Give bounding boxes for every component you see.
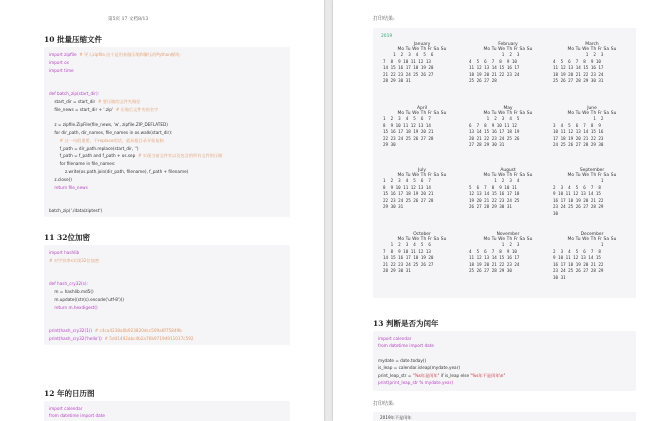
section-11-title: 11 32位加密	[44, 233, 90, 242]
code-token: print(hash_cry32('hello'))	[49, 335, 105, 341]
week-row: 15 16 17 18 19 20 21	[383, 129, 434, 135]
month-name: July	[418, 168, 426, 173]
code-line	[49, 68, 74, 73]
calendar-year: 2019	[381, 34, 393, 39]
code-line	[49, 281, 88, 286]
week-row: 8 9 10 11 12 13 14	[383, 122, 431, 128]
code-line	[378, 358, 426, 363]
week-row: 1 2 3 4 5 6	[383, 52, 434, 57]
week-row: 15 16 17 18 19 20 21	[383, 191, 434, 197]
section-12-title: 12 年的日历图	[44, 389, 95, 398]
code-token: # 导入zipfile,这个是用来做压缩和解压的Python模块;	[79, 52, 181, 57]
week-row: 14 15 16 17 18 19 20	[383, 255, 434, 261]
week-row: 1 2	[553, 116, 604, 121]
calendar-month-july	[383, 168, 461, 211]
week-row: 13 14 15 16 17 18 19	[469, 129, 520, 135]
week-row: 4 5 6 7 8 9 10	[553, 58, 601, 64]
calendar-month-october	[383, 232, 461, 275]
code-line	[49, 185, 88, 190]
week-row: 17 18 19 20 21 22 23	[553, 135, 604, 141]
code-token: import os	[49, 59, 69, 65]
week-row: 29 30 31	[383, 204, 404, 210]
weekday-header: Mo Tu We Th Fr Sa Su	[567, 237, 617, 242]
weekday-header: Mo Tu We Th Fr Sa Su	[397, 173, 447, 178]
week-row: 1	[553, 178, 604, 183]
week-row: 22 23 24 25 26 27 28	[383, 135, 434, 141]
code-token: for filename in file_names:	[49, 161, 116, 167]
weekday-header: Mo Tu We Th Fr Sa Su	[397, 237, 447, 242]
week-row: 1 2 3	[469, 52, 520, 57]
code-line	[49, 161, 115, 166]
week-row: 1 2 3 4 5 6 7	[383, 116, 431, 121]
code-token: start_dir = start_dir	[49, 98, 98, 104]
code-token: z.write(os.path.join(dir_path, filename), f_path + filename)	[49, 169, 189, 174]
code-token: # 这一句很重要，不replace的话，就从根目录开始复制	[59, 137, 164, 143]
code-token: m = hashlib.md5()	[49, 289, 94, 294]
code-token: "%s年是闰年"	[412, 372, 440, 378]
week-row: 3 4 5 6 7 8 9	[553, 122, 601, 128]
week-row: 25 26 27 28 29 30 31	[553, 78, 604, 84]
weekday-header: Mo Tu We Th Fr Sa Su	[567, 111, 617, 116]
code-token: for dir_path, dir_names, file_names in os.walk(start_dir):	[49, 130, 173, 135]
month-name: May	[503, 106, 513, 111]
week-row: 25 26 27 28 29 30	[469, 268, 512, 274]
right-document-page	[333, 0, 660, 421]
week-row: 1 2 3 4 5	[469, 116, 520, 121]
code-token: file_news = start_dir + '.zip'	[49, 106, 116, 112]
week-row: 7 8 9 10 11 12 13	[383, 248, 431, 254]
code-token: import zipfile	[49, 52, 80, 57]
month-name: February	[498, 42, 518, 47]
week-row: 26 27 28 29 30 31	[469, 204, 512, 210]
code-line	[49, 91, 99, 96]
week-row: 11 12 13 14 15 16 17	[553, 65, 604, 71]
week-row: 23 24 25 26 27 28 29	[553, 204, 604, 210]
code-token: return m.hexdigest()	[49, 304, 98, 310]
code-token: z.close()	[49, 176, 72, 182]
code-token: import hashlib	[49, 250, 80, 255]
week-row: 18 19 20 21 22 23 24	[469, 261, 520, 267]
calendar-output-box	[373, 28, 636, 298]
code-line	[49, 297, 124, 302]
code-token: print(hash_cry32(1))	[49, 328, 95, 333]
week-row: 20 21 22 23 24 25 26	[469, 135, 520, 141]
code-line	[49, 153, 222, 158]
code-line	[49, 60, 69, 65]
code-block-leap-year	[373, 331, 636, 391]
week-row: 1 2 3	[469, 242, 520, 247]
code-line	[49, 289, 94, 294]
week-row: 4 5 6 7 8 9 10	[469, 58, 517, 64]
code-token: is_leap = calendar.isleap(mydate.year)	[378, 365, 460, 371]
code-line	[49, 107, 158, 112]
week-row: 2 3 4 5 6 7 8	[553, 184, 601, 190]
code-line	[378, 343, 434, 348]
code-token: # c4ca4238a0b923820dcc509a6f75849b	[94, 328, 182, 333]
weekday-header: Mo Tu We Th Fr Sa Su	[397, 111, 447, 116]
month-name: April	[416, 106, 428, 111]
week-row: 22 23 24 25 26 27 28	[383, 197, 434, 203]
week-row: 9 10 11 12 13 14 15	[553, 255, 601, 261]
week-row: 18 19 20 21 22 23 24	[469, 71, 520, 77]
calendar-month-november	[469, 232, 547, 275]
code-token: f_path = f_path and f_path + os.sep	[49, 153, 138, 159]
code-line	[49, 413, 105, 418]
section-10-title: 10 批量压缩文件	[44, 35, 103, 44]
week-row: 10 11 12 13 14 15 16	[553, 129, 604, 135]
calendar-month-august	[469, 168, 547, 211]
code-line	[49, 146, 139, 151]
code-token: # 要压缩的文件夹路径	[97, 98, 141, 104]
week-row: 14 15 16 17 18 19 20	[383, 65, 434, 71]
code-token: batch_zip('./data/ziptest')	[49, 208, 103, 213]
code-line	[378, 380, 453, 385]
code-line	[49, 258, 99, 263]
code-line	[49, 406, 82, 411]
week-row: 25 26 27 28	[469, 78, 497, 84]
calendar-month-april	[383, 106, 461, 149]
code-token: z = zipfile.ZipFile(file_news, 'w', zipfile.ZIP_DEFLATED)	[49, 122, 168, 128]
code-token: import calendar	[49, 406, 83, 411]
code-token: from datetime import date	[49, 413, 105, 418]
section-13-title: 13 判断是否为闰年	[373, 319, 439, 328]
code-line	[378, 365, 460, 370]
week-row: 28 29 30 31	[383, 268, 411, 274]
code-block-calendar	[44, 401, 290, 421]
code-line	[378, 336, 411, 341]
month-name: August	[500, 168, 516, 173]
week-row: 7 8 9 10 11 12 13	[383, 58, 431, 64]
week-row: 11 12 13 14 15 16 17	[469, 65, 520, 71]
week-row: 5 6 7 8 9 10 11	[469, 184, 517, 190]
month-name: November	[496, 232, 520, 237]
code-line	[49, 99, 140, 104]
code-token: def batch_zip(start_dir):	[49, 91, 100, 96]
weekday-header: Mo Tu We Th Fr Sa Su	[483, 47, 533, 52]
week-row: 2 3 4 5 6 7 8	[553, 248, 601, 254]
code-line	[49, 177, 72, 182]
month-name: September	[579, 168, 605, 173]
code-token: import calendar	[378, 336, 412, 341]
code-token	[49, 138, 60, 143]
code-line	[49, 208, 102, 213]
code-token: # 对字符串s实现32位加密	[49, 257, 100, 263]
week-row: 1 2 3	[553, 52, 604, 57]
code-line	[49, 250, 79, 255]
code-block-hash	[44, 245, 290, 345]
code-token: return file_news	[49, 184, 88, 190]
week-row: 30	[553, 210, 559, 216]
month-name: March	[585, 42, 599, 47]
print-result-label: 打印结果:	[373, 16, 395, 22]
week-row: 1 2 3 4	[469, 178, 520, 183]
month-name: June	[587, 106, 597, 111]
code-line	[49, 130, 172, 135]
calendar-month-september	[553, 168, 631, 218]
code-token: print(print_leap_str % mydate.year)	[378, 379, 453, 385]
result-label: 打印结果:	[373, 401, 395, 407]
week-row: 21 22 23 24 25 26 27	[383, 71, 434, 77]
month-name: December	[580, 232, 604, 237]
weekday-header: Mo Tu We Th Fr Sa Su	[397, 47, 447, 52]
week-row: 21 22 23 24 25 26 27	[383, 261, 434, 267]
weekday-header: Mo Tu We Th Fr Sa Su	[483, 111, 533, 116]
calendar-month-february	[469, 42, 547, 85]
weekday-header: Mo Tu We Th Fr Sa Su	[483, 173, 533, 178]
month-name: October	[413, 232, 431, 237]
code-line	[49, 52, 181, 57]
weekday-header: Mo Tu We Th Fr Sa Su	[483, 237, 533, 242]
calendar-month-december	[553, 232, 631, 282]
result-output-box	[373, 412, 636, 421]
code-line	[49, 122, 168, 127]
calendar-month-january	[383, 42, 461, 85]
code-token: # 实现当前文件夹以及包含的所有文件的压缩	[137, 153, 223, 159]
week-row: 6 7 8 9 10 11 12	[469, 122, 517, 128]
week-row: 18 19 20 21 22 23 24	[553, 71, 604, 77]
week-row: 16 17 18 19 20 21 22	[553, 197, 604, 203]
week-row: 11 12 13 14 15 16 17	[469, 255, 520, 261]
code-token: import time	[49, 67, 74, 73]
code-token: f_path = dir_path.replace(start_dir, '')	[49, 145, 139, 151]
week-row: 19 20 21 22 23 24 25	[469, 197, 520, 203]
code-token: mydate = date.today()	[378, 357, 427, 363]
weekday-header: Mo Tu We Th Fr Sa Su	[567, 47, 617, 52]
week-row: 29 30	[383, 142, 396, 148]
week-row: 8 9 10 11 12 13 14	[383, 184, 431, 190]
code-token: # 压缩后文件夹的名字	[115, 106, 159, 112]
week-row: 23 24 25 26 27 28 29	[553, 268, 604, 274]
code-token: from datetime import date	[378, 343, 434, 349]
code-token: # 5d41402abc4b2a76b9719d911017c592	[104, 335, 194, 341]
code-token: m.update((str(s).encode('utf-8')))	[49, 296, 124, 302]
code-block-batch-zip	[44, 47, 290, 217]
code-line	[49, 305, 98, 310]
calendar-month-march	[553, 42, 631, 85]
week-row: 12 13 14 15 16 17 18	[469, 191, 520, 197]
week-row: 27 28 29 30 31	[469, 142, 505, 148]
calendar-month-june	[553, 106, 631, 149]
week-row: 16 17 18 19 20 21 22	[553, 261, 604, 267]
result-text: 2019年不是闰年	[380, 415, 412, 420]
page-indicator: 第5页 17 文档8/13	[108, 17, 149, 22]
left-document-page	[0, 0, 324, 421]
week-row: 1 2 3 4 5 6 7	[383, 178, 431, 183]
week-row: 24 25 26 27 28 29 30	[553, 142, 604, 148]
weekday-header: Mo Tu We Th Fr Sa Su	[567, 173, 617, 178]
code-line	[49, 138, 164, 143]
code-line	[49, 328, 182, 333]
code-token: "%s年不是闰年\n"	[470, 372, 506, 378]
code-token: def hash_cry32(s):	[49, 281, 88, 287]
week-row: 30 31	[553, 274, 566, 280]
code-line	[378, 373, 505, 378]
code-token: if is_leap else	[439, 372, 471, 378]
code-line	[49, 169, 188, 174]
week-row: 9 10 11 12 13 14 15	[553, 191, 601, 197]
code-line	[49, 336, 194, 341]
week-row: 28 29 30 31	[383, 78, 411, 84]
month-name: January	[413, 42, 431, 47]
week-row: 1	[553, 242, 604, 247]
week-row: 4 5 6 7 8 9 10	[469, 248, 517, 254]
calendar-month-may	[469, 106, 547, 149]
code-token: print_leap_str =	[378, 372, 413, 378]
week-row: 1 2 3 4 5 6	[383, 242, 431, 247]
